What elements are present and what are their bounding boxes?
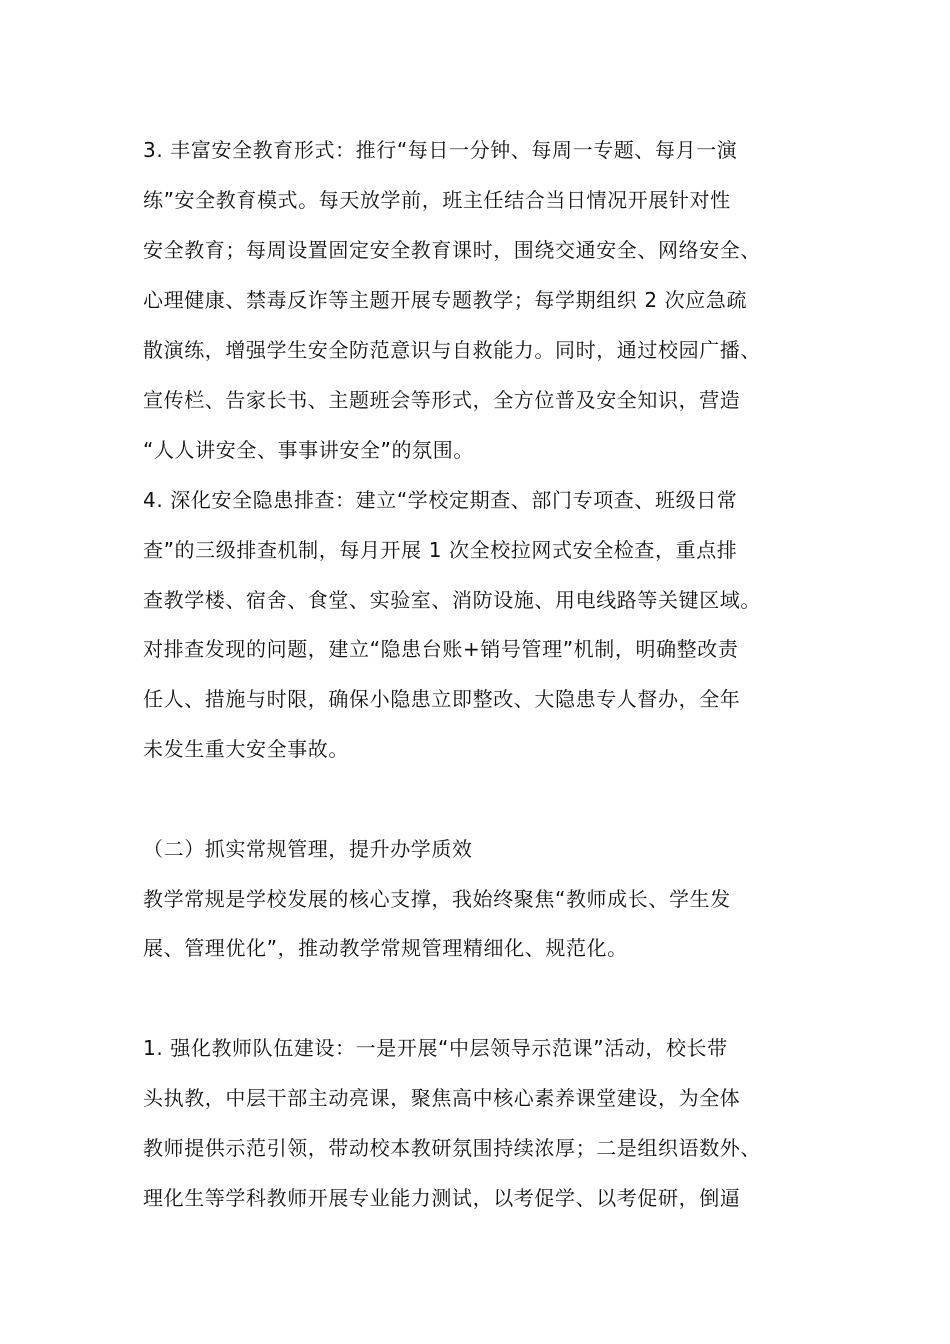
- section-heading: （二）抓实常规管理，提升办学质效: [143, 837, 473, 861]
- paragraph-line: 宣传栏、告家长书、主题班会等形式，全方位普及安全知识，营造: [143, 388, 741, 412]
- paragraph-line: 散演练，增强学生安全防范意识与自救能力。同时，通过校园广播、: [143, 338, 761, 362]
- paragraph-line: 安全教育；每周设置固定安全教育课时，围绕交通安全、网络安全、: [143, 238, 761, 262]
- paragraph-line: 展、管理优化”，推动教学常规管理精细化、规范化。: [143, 936, 628, 960]
- paragraph-line: 查教学楼、宿舍、食堂、实验室、消防设施、用电线路等关键区域。: [143, 588, 761, 612]
- paragraph-line: 对排查发现的问题，建立“隐患台账+销号管理”机制，明确整改责: [143, 637, 739, 661]
- paragraph-line: 未发生重大安全事故。: [143, 737, 349, 761]
- paragraph-line: 3. 丰富安全教育形式：推行“每日一分钟、每周一专题、每月一演: [143, 138, 738, 162]
- paragraph-line: 教学常规是学校发展的核心支撑，我始终聚焦“教师成长、学生发: [143, 887, 731, 911]
- paragraph-line: 头执教，中层干部主动亮课，聚焦高中核心素养课堂建设，为全体: [143, 1086, 741, 1110]
- paragraph-line: 练”安全教育模式。每天放学前，班主任结合当日情况开展针对性: [143, 188, 731, 212]
- paragraph-line: 4. 深化安全隐患排查：建立“学校定期查、部门专项查、班级日常: [143, 488, 738, 512]
- paragraph-line: 任人、措施与时限，确保小隐患立即整改、大隐患专人督办，全年: [143, 687, 741, 711]
- paragraph-line: 理化生等学科教师开展专业能力测试，以考促学、以考促研，倒逼: [143, 1186, 741, 1210]
- paragraph-line: 心理健康、禁毒反诈等主题开展专题教学；每学期组织 2 次应急疏: [143, 288, 748, 312]
- paragraph-line: “人人讲安全、事事讲安全”的氛围。: [143, 438, 474, 462]
- paragraph-line: 教师提供示范引领，带动校本教研氛围持续浓厚；二是组织语数外、: [143, 1136, 761, 1160]
- paragraph-line: 查”的三级排查机制，每月开展 1 次全校拉网式安全检查，重点排: [143, 538, 738, 562]
- paragraph-line: 1. 强化教师队伍建设：一是开展“中层领导示范课”活动，校长带: [143, 1036, 728, 1060]
